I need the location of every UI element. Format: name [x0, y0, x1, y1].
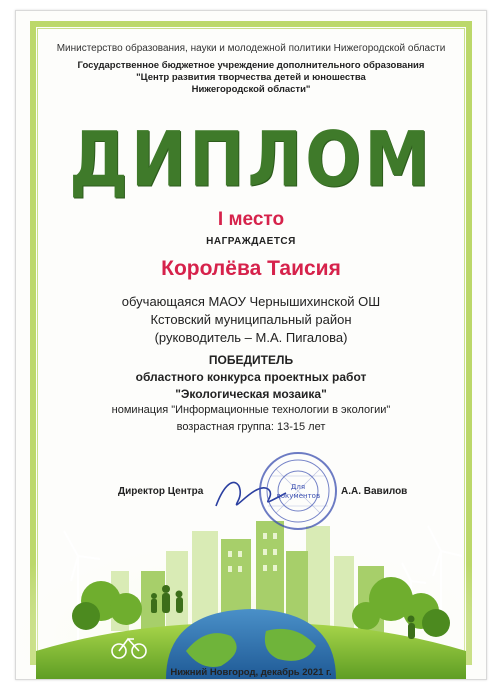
diploma-title: ДИПЛОМ [69, 115, 433, 204]
recipient-district: Кстовский муниципальный район [150, 312, 352, 327]
ministry-name: Министерство образования, науки и молодежной политики Нижегородской области [56, 43, 446, 54]
diploma-sheet [15, 10, 487, 680]
project-name: "Экологическая мозаика" [175, 387, 327, 401]
footer-city-date: Нижний Новгород, декабрь 2021 г. [170, 667, 332, 678]
recipient-school: обучающаяся МАОУ Чернышихинской ОШ [121, 294, 381, 309]
recipient-name: Королёва Таисия [161, 257, 341, 280]
institution-line-1: Государственное бюджетное учреждение дополнительного образования [77, 60, 425, 71]
recipient-supervisor: (руководитель – М.А. Пигалова) [154, 330, 348, 345]
stamp-inner-text: Для документов [275, 483, 321, 500]
contest-name: областного конкурса проектных работ [135, 370, 367, 384]
signature-name: А.А. Вавилов [341, 486, 408, 497]
signature-position: Директор Центра [118, 486, 204, 497]
winner-label: ПОБЕДИТЕЛЬ [208, 353, 294, 367]
institution-line-3: Нижегородской области" [191, 84, 311, 95]
awarded-label: НАГРАЖДАЕТСЯ [206, 236, 296, 247]
nomination: номинация "Информационные технологии в экологии" [111, 404, 391, 416]
age-group: возрастная группа: 13-15 лет [176, 421, 326, 433]
eco-landscape-illustration [16, 11, 486, 679]
place-label: I место [217, 209, 285, 230]
institution-line-2: "Центр развития творчества детей и юношества [136, 72, 366, 83]
